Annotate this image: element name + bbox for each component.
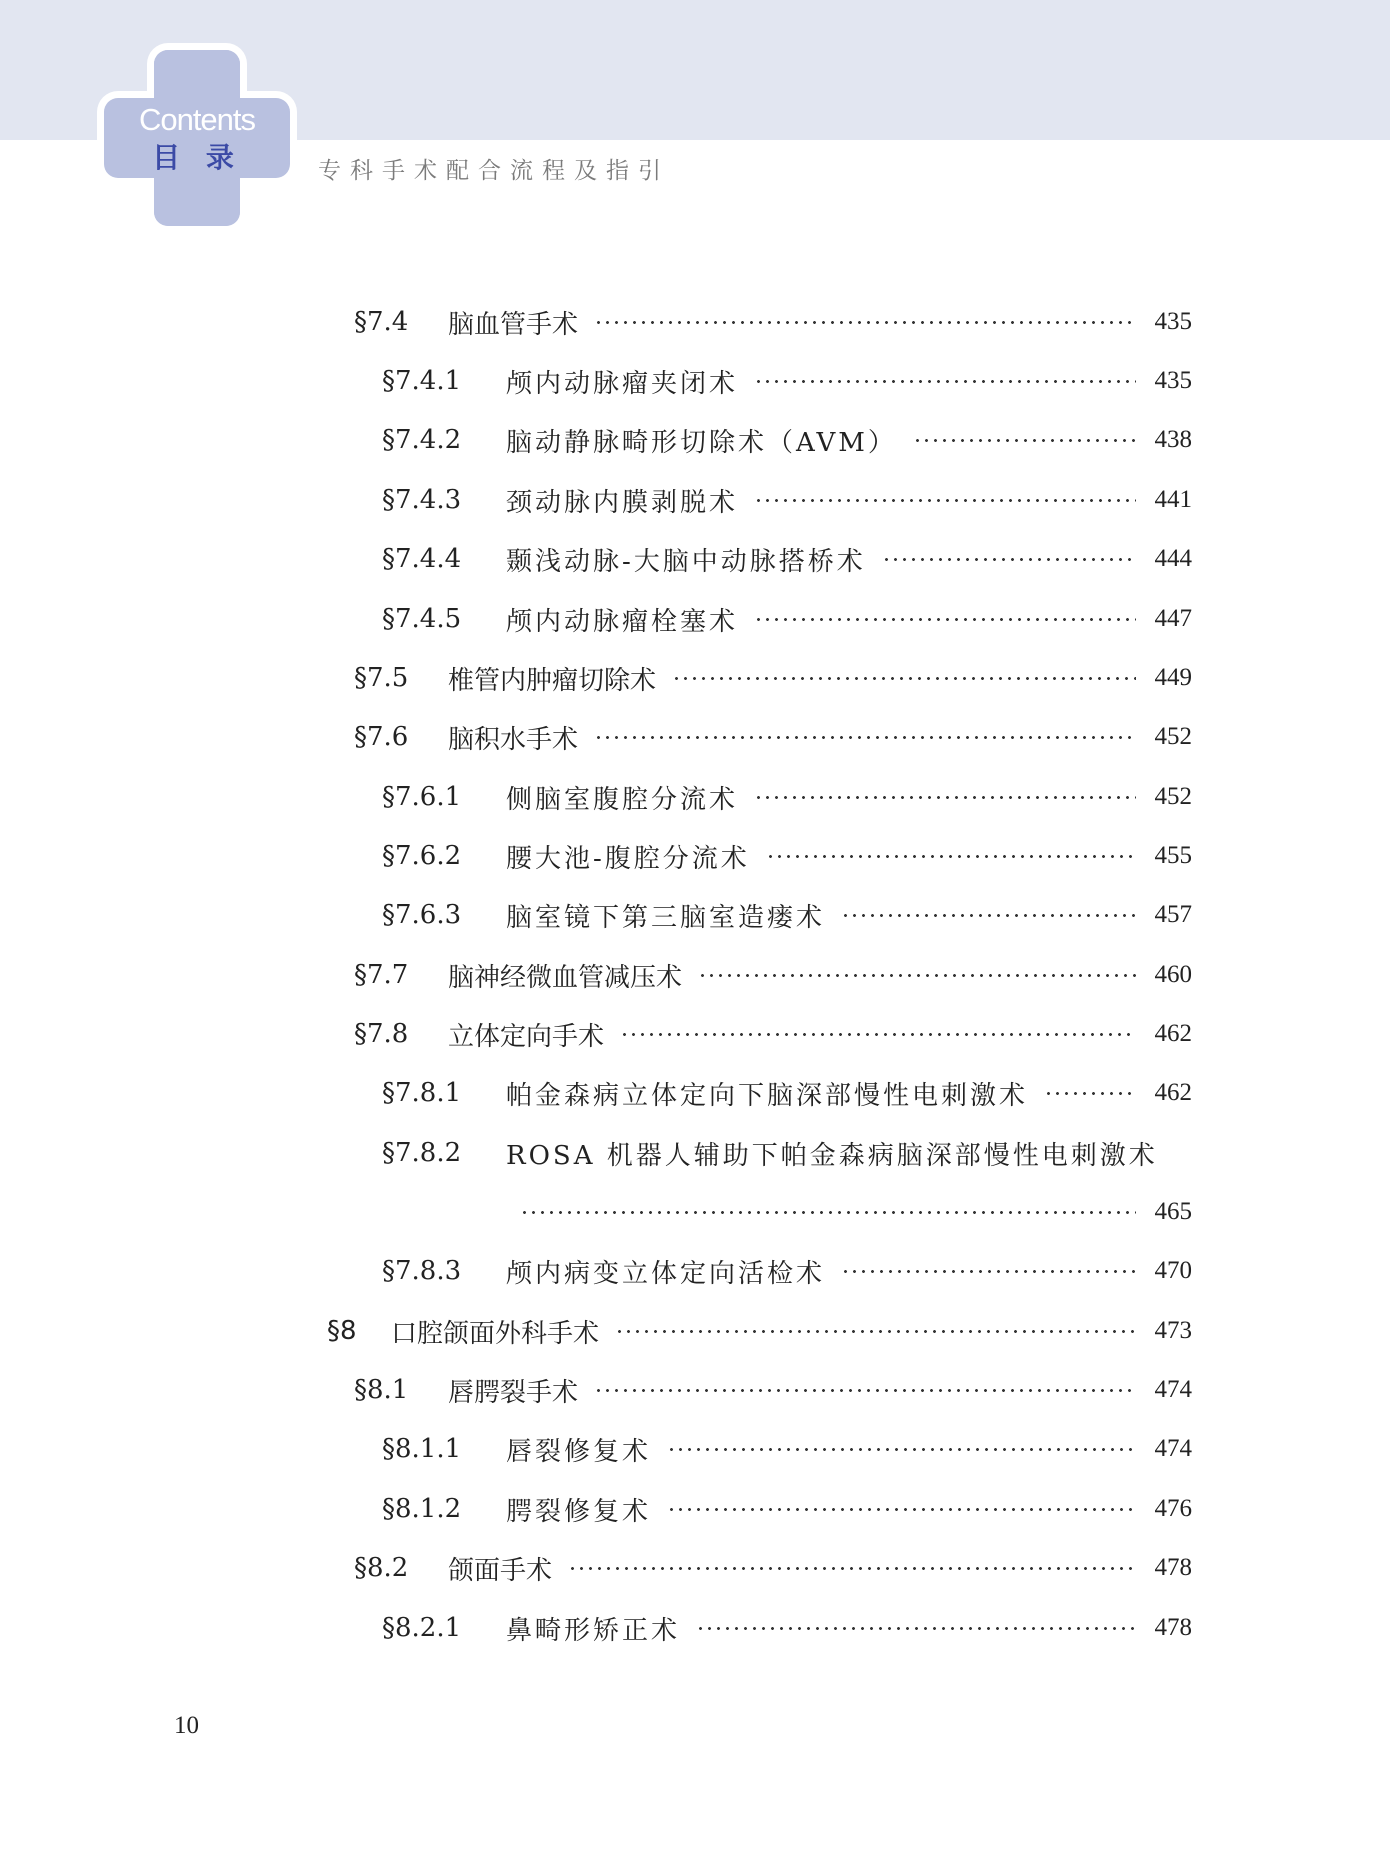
- toc-entry[interactable]: [354, 717, 1192, 757]
- toc-entry-number: §7.8: [354, 1019, 409, 1049]
- dot-leader: [594, 1388, 1136, 1393]
- dot-leader: [882, 557, 1136, 562]
- toc-entry-title: 脑神经微血管减压术: [448, 962, 683, 993]
- toc-entry[interactable]: [354, 1548, 1192, 1588]
- toc-entry[interactable]: [382, 1133, 1192, 1173]
- toc-entry-number: §7.4.3: [382, 485, 462, 515]
- toc-entry-title: 唇裂修复术: [506, 1436, 652, 1467]
- toc-entry-number: §8: [327, 1316, 357, 1346]
- toc-entry-page: 462: [1154, 1079, 1192, 1106]
- toc-entry-number: §8.1: [354, 1375, 409, 1405]
- toc-entry-page: 474: [1154, 1435, 1192, 1462]
- dot-leader: [841, 1269, 1136, 1274]
- toc-entry-number: §7.4.4: [382, 544, 462, 574]
- toc-entry-number: §7.8.3: [382, 1256, 462, 1286]
- toc-entry[interactable]: [382, 1073, 1192, 1113]
- dot-leader: [696, 1626, 1136, 1631]
- toc-entry-page: 455: [1154, 842, 1192, 869]
- toc-entry-number: §7.6.3: [382, 900, 462, 930]
- toc-entry[interactable]: [354, 658, 1192, 698]
- toc-entry-page: 473: [1154, 1317, 1192, 1344]
- dot-leader: [766, 854, 1136, 859]
- toc-entry-number: §8.1.2: [382, 1494, 462, 1524]
- toc-entry-title: 脑积水手术: [448, 724, 579, 755]
- toc-entry-page: 474: [1154, 1376, 1192, 1403]
- badge-label-en: Contents: [138, 102, 256, 137]
- toc-entry-title: 颅内动脉瘤夹闭术: [506, 368, 739, 399]
- toc-entry[interactable]: [354, 955, 1192, 995]
- toc-entry-continuation[interactable]: [520, 1192, 1192, 1232]
- toc-entry-page: 438: [1154, 426, 1192, 453]
- toc-entry-page: 460: [1154, 961, 1192, 988]
- toc-entry-title: 侧脑室腹腔分流术: [506, 784, 739, 815]
- toc-entry-page: 465: [1154, 1198, 1192, 1225]
- toc-entry-title: 脑血管手术: [448, 309, 579, 340]
- toc-entry-title: 颌面手术: [448, 1555, 553, 1586]
- toc-entry-title: 帕金森病立体定向下脑深部慢性电刺激术: [506, 1080, 1029, 1111]
- toc-entry-number: §7.4: [354, 307, 409, 337]
- toc-entry[interactable]: [382, 777, 1192, 817]
- toc-entry-title: ROSA 机器人辅助下帕金森病脑深部慢性电刺激术: [506, 1140, 1158, 1171]
- dot-leader: [1044, 1091, 1136, 1096]
- dot-leader: [754, 498, 1136, 503]
- toc-entry-title: 脑动静脉畸形切除术（AVM）: [506, 427, 897, 458]
- dot-leader: [594, 320, 1136, 325]
- toc-entry-title: 口腔颌面外科手术: [391, 1318, 600, 1349]
- dot-leader: [754, 379, 1136, 384]
- toc-entry-title: 颅内动脉瘤栓塞术: [506, 606, 739, 637]
- dot-leader: [568, 1566, 1136, 1571]
- toc-entry-number: §7.4.2: [382, 425, 462, 455]
- toc-entry-number: §7.6.1: [382, 782, 462, 812]
- toc-entry-title: 腰大池-腹腔分流术: [506, 843, 750, 874]
- toc-entry[interactable]: [354, 302, 1192, 342]
- toc-entry[interactable]: [382, 480, 1192, 520]
- dot-leader: [620, 1032, 1136, 1037]
- dot-leader: [672, 676, 1136, 681]
- dot-leader: [754, 795, 1136, 800]
- toc-entry-title: 鼻畸形矫正术: [506, 1615, 681, 1646]
- toc-entry-title: 腭裂修复术: [506, 1496, 652, 1527]
- badge-label-zh: 目 录: [152, 141, 242, 174]
- toc-entry-page: 478: [1154, 1614, 1192, 1641]
- toc-entry-title: 颞浅动脉-大脑中动脉搭桥术: [506, 546, 866, 577]
- toc-entry[interactable]: [382, 539, 1192, 579]
- toc-entry-page: 447: [1154, 605, 1192, 632]
- toc-entry-page: 441: [1154, 486, 1192, 513]
- toc-entry-title: 立体定向手术: [448, 1021, 605, 1052]
- dot-leader: [698, 973, 1136, 978]
- toc-entry[interactable]: [382, 1429, 1192, 1469]
- toc-entry-number: §7.6.2: [382, 841, 462, 871]
- toc-entry[interactable]: [382, 895, 1192, 935]
- toc-entry[interactable]: [382, 1489, 1192, 1529]
- toc-entry-number: §8.2.1: [382, 1613, 462, 1643]
- toc-entry-number: §7.6: [354, 722, 409, 752]
- toc-entry-page: 452: [1154, 783, 1192, 810]
- toc-entry-page: 435: [1154, 367, 1192, 394]
- toc-entry-page: 462: [1154, 1020, 1192, 1047]
- dot-leader: [594, 735, 1136, 740]
- toc-entry-number: §7.4.1: [382, 366, 462, 396]
- toc-entry[interactable]: [382, 1251, 1192, 1291]
- toc-entry-title: 椎管内肿瘤切除术: [448, 665, 657, 696]
- contents-badge: [104, 50, 290, 226]
- toc-entry-number: §7.7: [354, 960, 409, 990]
- toc-entry-title: 脑室镜下第三脑室造瘘术: [506, 902, 826, 933]
- toc-entry-page: 478: [1154, 1554, 1192, 1581]
- book-title: 专科手术配合流程及指引: [318, 158, 670, 184]
- dot-leader: [913, 438, 1136, 443]
- toc-entry-title: 唇腭裂手术: [448, 1377, 579, 1408]
- dot-leader: [667, 1507, 1136, 1512]
- toc-entry[interactable]: [382, 361, 1192, 401]
- dot-leader: [520, 1210, 1136, 1215]
- toc-entry-page: 449: [1154, 664, 1192, 691]
- toc-entry[interactable]: [382, 599, 1192, 639]
- page-number: 10: [174, 1712, 199, 1739]
- toc-entry-number: §7.8.2: [382, 1138, 462, 1168]
- toc-entry-number: §7.4.5: [382, 604, 462, 634]
- toc-entry-page: 452: [1154, 723, 1192, 750]
- toc-entry-title: 颈动脉内膜剥脱术: [506, 487, 739, 518]
- toc-entry-title: 颅内病变立体定向活检术: [506, 1258, 826, 1289]
- toc-entry[interactable]: [382, 1608, 1192, 1648]
- toc-entry-page: 457: [1154, 901, 1192, 928]
- toc-entry[interactable]: [382, 420, 1192, 460]
- toc-entry-number: §7.5: [354, 663, 409, 693]
- dot-leader: [841, 913, 1136, 918]
- toc-entry[interactable]: [382, 836, 1192, 876]
- toc-entry[interactable]: [327, 1311, 1192, 1351]
- dot-leader: [615, 1329, 1136, 1334]
- toc-entry-page: 476: [1154, 1495, 1192, 1522]
- toc-entry-page: 470: [1154, 1257, 1192, 1284]
- toc-entry-number: §7.8.1: [382, 1078, 462, 1108]
- toc-entry-page: 444: [1154, 545, 1192, 572]
- toc-entry-number: §8.1.1: [382, 1434, 462, 1464]
- toc-entry-number: §8.2: [354, 1553, 409, 1583]
- toc-entry[interactable]: [354, 1014, 1192, 1054]
- toc-entry[interactable]: [354, 1370, 1192, 1410]
- dot-leader: [667, 1447, 1136, 1452]
- toc-entry-page: 435: [1154, 308, 1192, 335]
- dot-leader: [754, 617, 1136, 622]
